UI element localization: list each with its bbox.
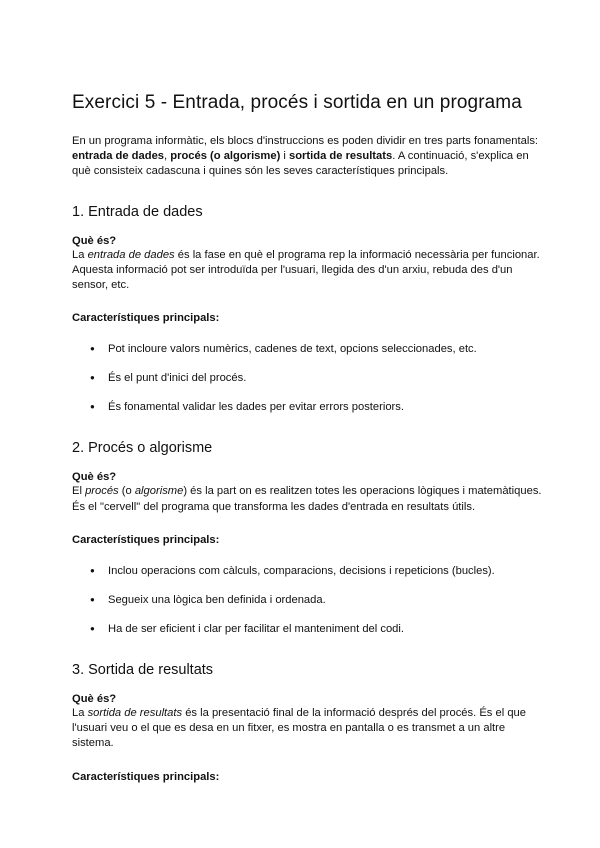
desc-emphasis: procés: [85, 485, 119, 498]
list-item: ● Pot incloure valors numèrics, cadenes de text, opcions seleccionades, etc.: [90, 342, 544, 356]
intro-text: ,: [164, 150, 171, 163]
intro-text: . A continuació, s'explica en què consisteix cadascuna i quines són les seves característiques principals.: [72, 150, 529, 178]
intro-text: i: [280, 150, 289, 163]
desc-emphasis: sortida de resultats: [87, 707, 183, 720]
section-description: [72, 484, 544, 514]
page-title: Exercici 5 - Entrada, procés i sortida en un programa: [72, 92, 522, 113]
question-label: Què és?: [72, 693, 117, 706]
intro-paragraph: [72, 134, 544, 180]
section-heading: 2. Procés o algorisme: [72, 440, 213, 457]
desc-text: ) és la part on es realitzen totes les operacions lògiques i matemàtiques. És el "cervell" del programa que transforma les dades d'entrada en resultats útils.: [72, 485, 542, 513]
section-heading: 3. Sortida de resultats: [72, 662, 214, 679]
intro-bold-output: sortida de resultats: [289, 150, 393, 163]
list-item: ● És el punt d'inici del procés.: [90, 371, 544, 385]
question-label: Què és?: [72, 234, 117, 247]
list-item: ● Segueix una lògica ben definida i ordenada.: [90, 593, 544, 607]
desc-text: La: [72, 707, 88, 720]
desc-text: (o: [118, 485, 135, 498]
section-entrada: [72, 204, 544, 415]
list-item: ● Inclou operacions com càlculs, comparacions, decisions i repeticions (bucles).: [90, 564, 544, 578]
characteristics-label: Característiques principals:: [72, 770, 220, 783]
list-item: ● És fonamental validar les dades per evitar errors posteriors.: [90, 400, 544, 414]
intro-bold-process: procés (o algorisme): [170, 150, 281, 163]
desc-text: és la presentació final de la informació després del procés. És el que l'usuari veu o el que es desa en un fitxer, es mostra en pantalla o es transmet a un altre sistema.: [72, 707, 526, 750]
section-heading: 1. Entrada de dades: [72, 203, 203, 220]
characteristics-label: Característiques principals:: [72, 533, 220, 546]
intro-bold-input: entrada de dades: [72, 150, 165, 163]
section-proces: [72, 440, 544, 636]
desc-text: El: [72, 485, 86, 498]
desc-text: és la fase en què el programa rep la informació necessària per funcionar. Aquesta informació pot ser introduïda per l'usuari, llegida des d'un arxiu, rebuda des d'un sensor, etc.: [72, 248, 540, 292]
question-label: Què és?: [72, 471, 117, 484]
desc-text: La: [72, 248, 88, 261]
intro-text: En un programa informàtic, els blocs d'instruccions es poden dividir en tres parts fonamentals:: [72, 135, 539, 147]
section-sortida: [72, 662, 544, 785]
desc-emphasis: algorisme: [134, 485, 184, 498]
list-item: ● Ha de ser eficient i clar per facilitar el manteniment del codi.: [90, 622, 544, 636]
desc-emphasis: entrada de dades: [87, 248, 175, 261]
characteristics-list: [72, 342, 544, 414]
section-description: [72, 706, 544, 752]
section-description: [72, 248, 544, 294]
characteristics-list: [72, 564, 544, 636]
characteristics-label: Característiques principals:: [72, 312, 220, 325]
